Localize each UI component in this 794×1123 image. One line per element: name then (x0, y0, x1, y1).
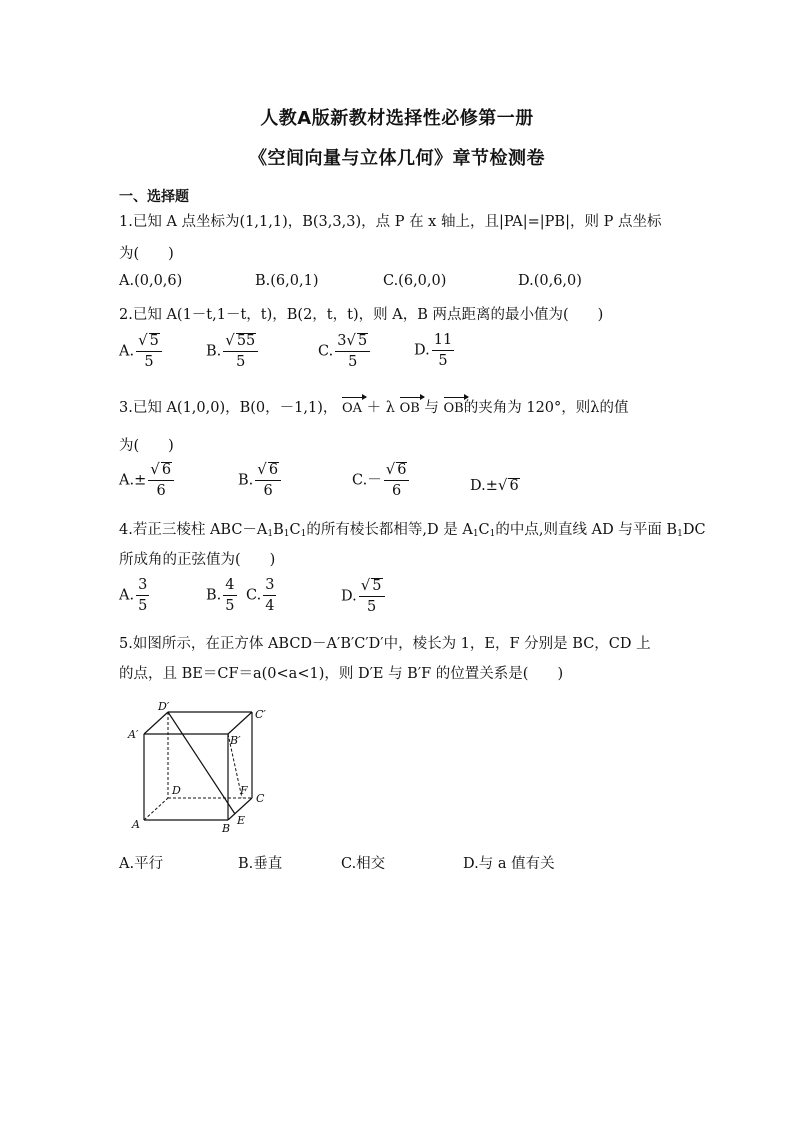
q2-option-b (206, 333, 260, 370)
fraction: $\frac{3√ 5}{5}$ (335, 333, 370, 370)
q1-option-a: A.(0,0,6) (119, 273, 183, 289)
label-d: D (172, 784, 181, 797)
fraction: $\frac{4}{5}$ (225, 577, 235, 614)
q3-option-b: B. $\frac{√ 6}{6}$ (238, 462, 283, 499)
question-5-line1: 5.如图所示，在正方体 ABCD－A′B′C′D′中，棱长为 1，E，F 分别是 BC，CD 上 (119, 636, 651, 652)
question-1-line2: 为( ) (119, 246, 174, 262)
label-f: F (240, 784, 248, 797)
vector-ob: OB (400, 395, 420, 416)
vector-ob-2: OB (444, 395, 464, 416)
q5-option-a: A.平行 (119, 856, 164, 872)
vector-oa: OA (342, 395, 362, 416)
q4-option-d: D. $\frac{√ 5}{5}$ (341, 578, 387, 615)
question-1-line1: 1.已知 A 点坐标为(1,1,1)，B(3,3,3)，点 P 在 x 轴上，且|PA|=|PB|，则 P 点坐标 (119, 214, 662, 230)
label-e: E (237, 814, 246, 827)
option-label: B. (206, 343, 222, 360)
q3-option-d: D.±√ 6 (470, 476, 519, 494)
option-label: D. (414, 342, 430, 359)
option-label: C. (318, 343, 334, 360)
question-3-line1: 3.已知 A(1,0,0)，B(0，－1,1)， OA ＋ λ OB 与 OB的夹角为 120°，则λ的值 (119, 395, 628, 417)
edge-b1c1 (228, 712, 252, 734)
fraction: $\frac{√ 5}{5}$ (359, 578, 385, 615)
q2-option-a (119, 333, 164, 370)
section-heading: 一、选择题 (119, 189, 189, 205)
fraction: $\frac{11}{5}$ (433, 332, 453, 369)
fraction: $\frac{√ 55}{5}$ (223, 333, 258, 370)
cube-figure (120, 696, 278, 838)
label-c: C (256, 792, 265, 805)
question-4-line1: 4.若正三棱柱 $ABC-A_1B_1C_1$的所有棱长都相等,D 是 $A_1C_1$的中点,则直线 AD 与平面 $B_1DC$ (119, 522, 706, 539)
label-d1: D′ (158, 700, 170, 713)
question-3-line2: 为( ) (119, 438, 174, 454)
document-title-line1: 人教A版新教材选择性必修第一册 (260, 108, 534, 129)
edge-ad-hidden (144, 798, 168, 820)
q1-option-d: D.(0,6,0) (518, 273, 582, 289)
q1-option-b: B.(6,0,1) (255, 273, 319, 289)
label-b: B (222, 822, 231, 835)
question-5-line2: 的点，且 BE＝CF＝a(0<a<1)，则 D′E 与 B′F 的位置关系是( ) (119, 666, 564, 682)
fraction: $\frac{3}{4}$ (265, 577, 275, 614)
question-2-text: 2.已知 A(1－t,1－t，t)，B(2，t，t)，则 A，B 两点距离的最小值为( ) (119, 307, 604, 323)
q4-option-a: A. $\frac{3}{5}$ (119, 577, 148, 614)
question-4-line2: 所成角的正弦值为( ) (119, 552, 276, 568)
fraction: $\frac{√ 6}{6}$ (384, 462, 410, 499)
edge-a1d1 (144, 712, 168, 734)
fraction: $\frac{3}{5}$ (138, 577, 148, 614)
segment-d1e (168, 712, 235, 814)
fraction: $\frac{√ 6}{6}$ (255, 462, 281, 499)
label-a: A (132, 818, 140, 831)
fraction: $\frac{√ 5}{5}$ (136, 333, 162, 370)
q4-option-c: C. $\frac{3}{4}$ (246, 577, 275, 614)
label-c1: C′ (255, 708, 266, 721)
label-b1: B′ (230, 734, 241, 747)
q1-option-c: C.(6,0,0) (383, 273, 447, 289)
document-title-line2: 《空间向量与立体几何》章节检测卷 (249, 148, 545, 169)
q5-option-d: D.与 a 值有关 (463, 856, 555, 872)
q2-option-c (318, 333, 372, 370)
label-a1: A′ (128, 728, 139, 741)
q5-option-b: B.垂直 (238, 856, 283, 872)
fraction: $\frac{√ 6}{6}$ (148, 462, 174, 499)
q2-option-d (414, 333, 456, 368)
q4-option-b: B. $\frac{4}{5}$ (206, 577, 235, 614)
q3-option-a: A.± $\frac{√ 6}{6}$ (119, 462, 176, 499)
option-label: A. (119, 343, 135, 360)
q3-option-c: C.－ $\frac{√ 6}{6}$ (352, 462, 411, 499)
q5-option-c: C.相交 (341, 856, 386, 872)
